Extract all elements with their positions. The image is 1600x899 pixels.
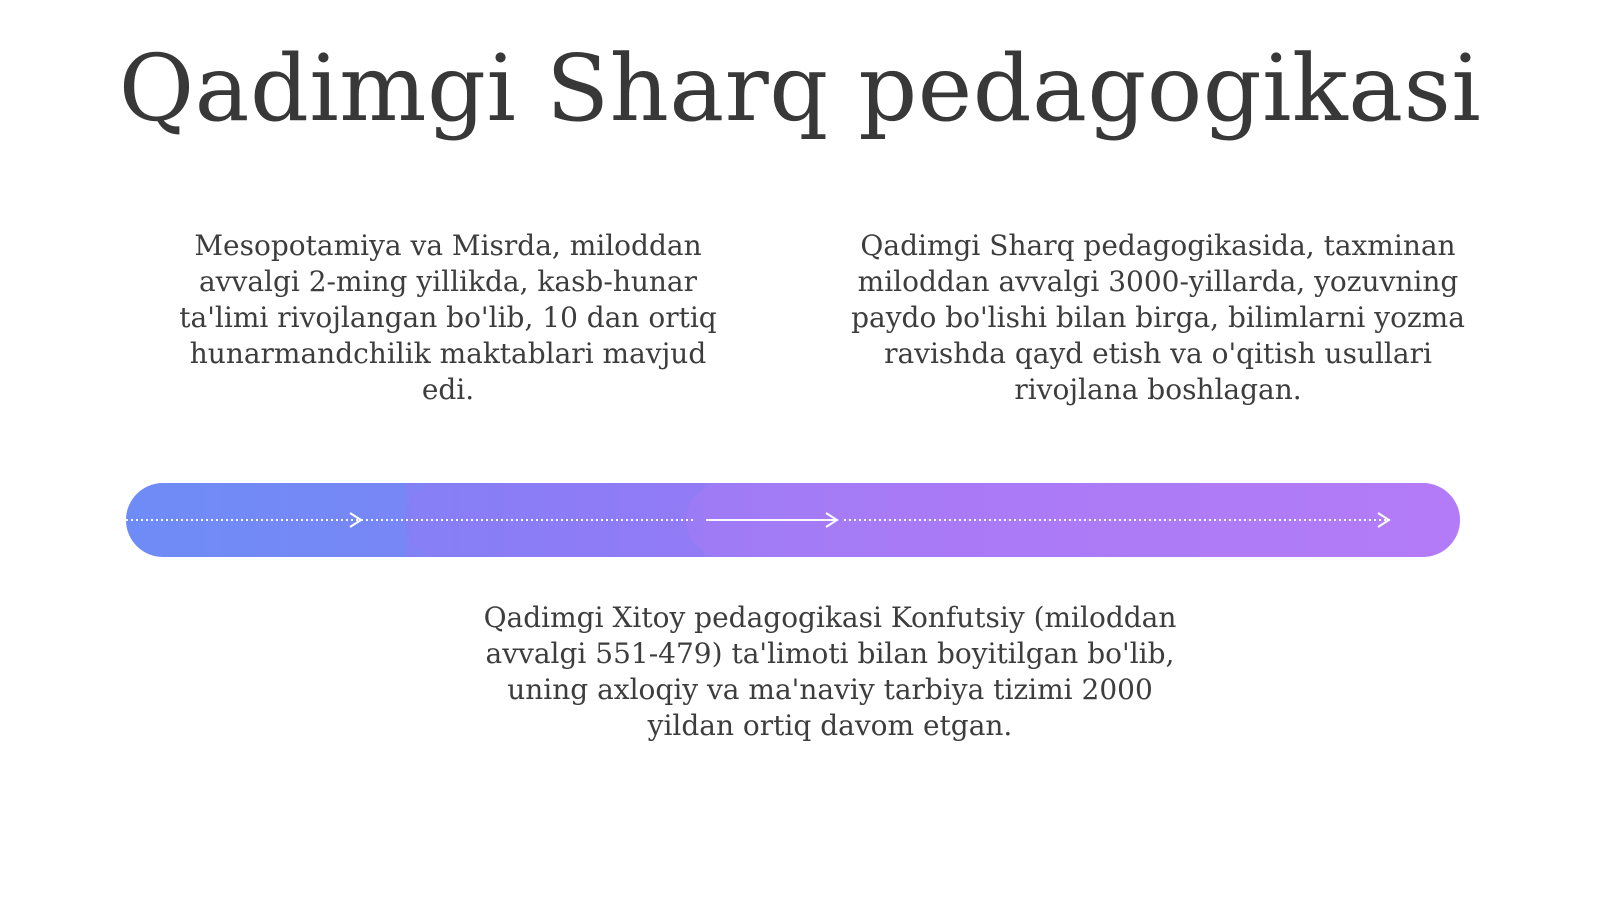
timeline-bar	[126, 483, 1460, 557]
slide-title: Qadimgi Sharq pedagogikasi	[118, 35, 1482, 142]
text-block-right: Qadimgi Sharq pedagogikasida, taxminan miloddan avvalgi 3000-yillarda, yozuvning paydo bo'lishi bilan birga, bilimlarni yozma ravishda qayd etish va o'qitish usullari rivojlana boshlagan.	[851, 229, 1465, 406]
text-block-bottom: Qadimgi Xitoy pedagogikasi Konfutsiy (miloddan avvalgi 551-479) ta'limoti bilan boyitilgan bo'lib, uning axloqiy va ma'naviy tarbiya tizimi 2000 yildan ortiq davom etgan.	[483, 601, 1177, 742]
timeline-arrows	[126, 483, 1460, 557]
text-block-left: Mesopotamiya va Misrda, miloddan avvalgi 2-ming yillikda, kasb-hunar ta'limi rivojlangan bo'lib, 10 dan ortiq hunarmandchilik maktablari mavjud edi.	[179, 229, 717, 406]
